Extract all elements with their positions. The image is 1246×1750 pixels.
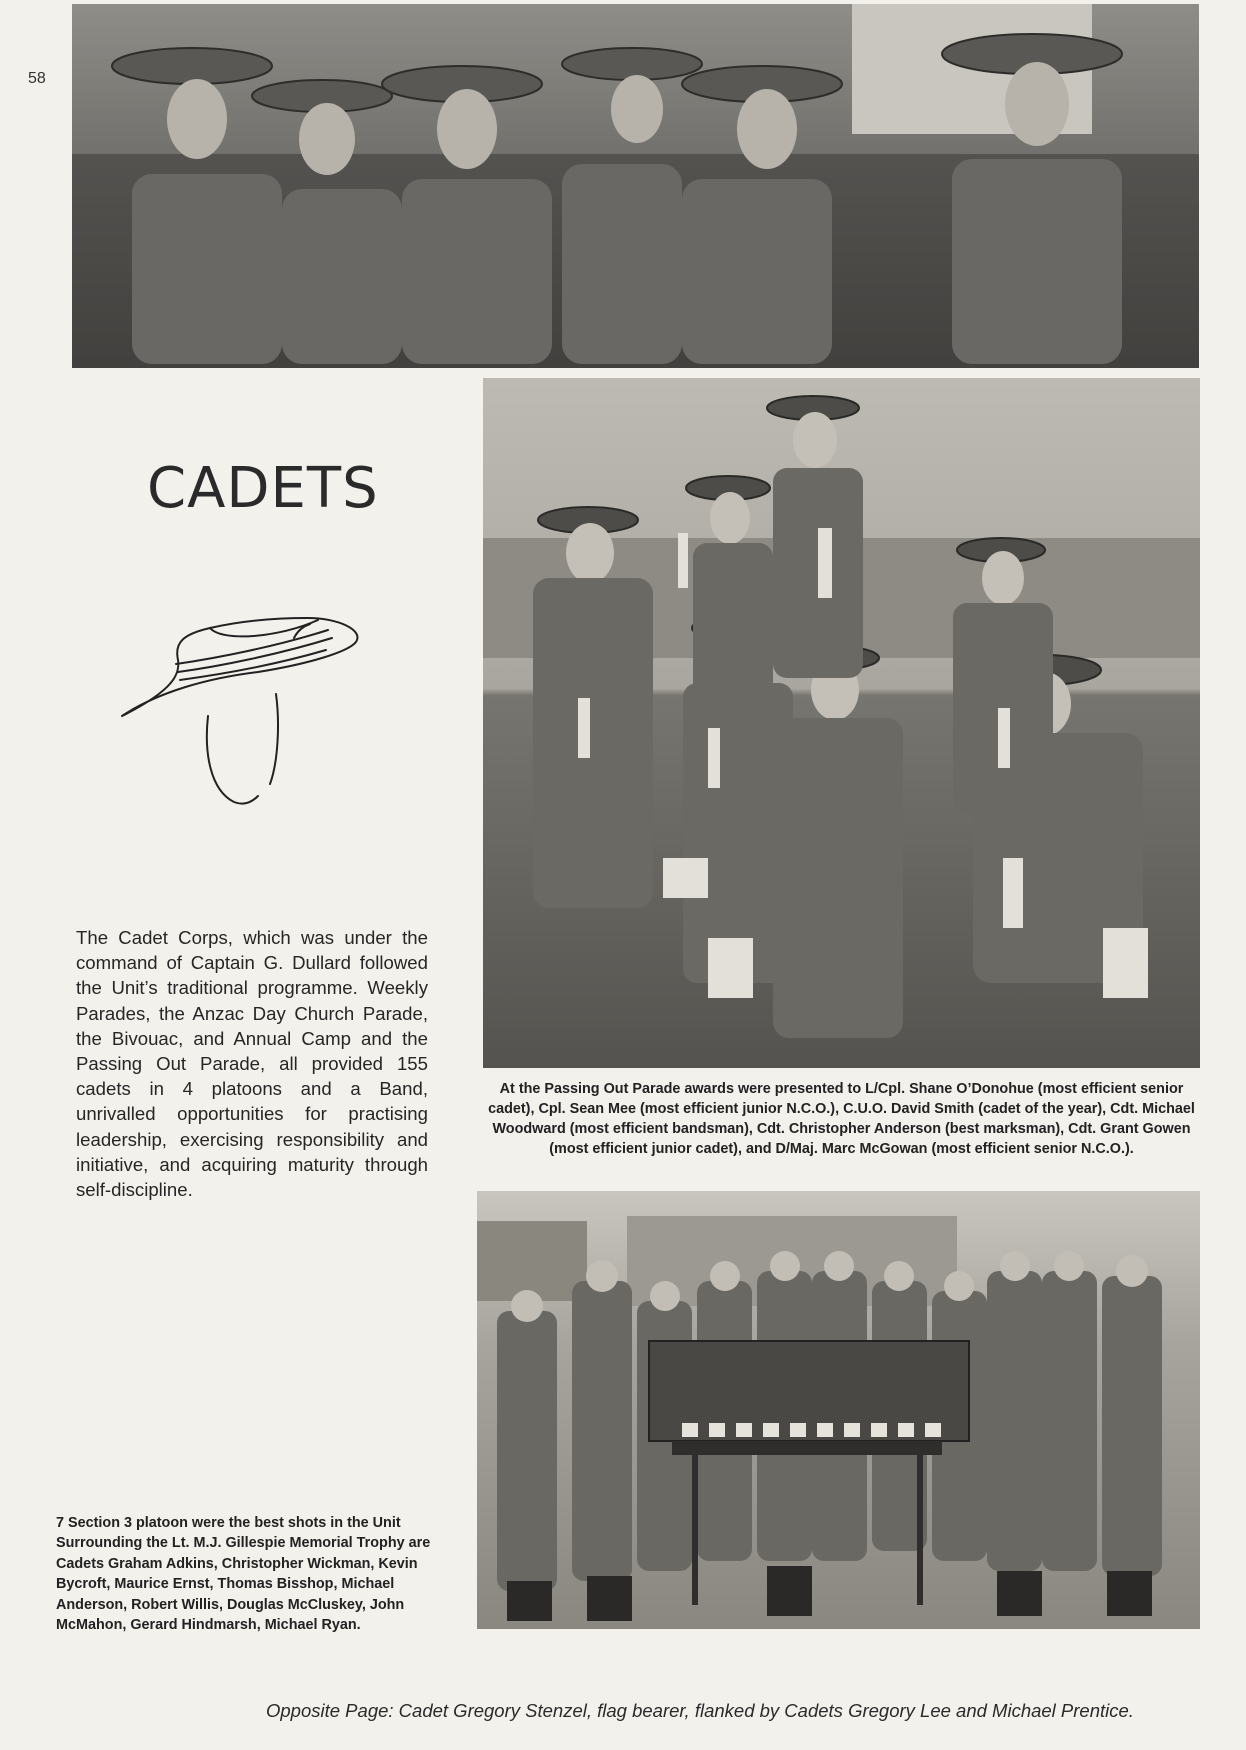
- award-recipients-photo: [483, 378, 1200, 1068]
- slouch-hat-sketch-icon: [118, 612, 368, 812]
- marching-cadets-photo: [72, 4, 1199, 368]
- awards-caption: At the Passing Out Parade awards were presented to L/Cpl. Shane O’Donohue (most efficient senior cadet), Cpl. Sean Mee (most efficient junior N.C.O.), C.U.O. David Smith (cadet of the year), Cdt. Michael Woodward (most efficient bandsman), Cdt. Christopher Anderson (best marksman), Cdt. Grant Gowen (most efficient junior cadet), and D/Maj. Marc McGowan (most efficient senior N.C.O.).: [488, 1081, 1195, 1157]
- opposite-page-caption: Opposite Page: Cadet Gregory Stenzel, flag bearer, flanked by Cadets Gregory Lee and Michael Prentice.: [266, 1700, 1134, 1721]
- platoon-caption: 7 Section 3 platoon were the best shots in the Unit Surrounding the Lt. M.J. Gillespie Memorial Trophy are Cadets Graham Adkins, Christopher Wickman, Kevin Bycroft, Maurice Ernst, Thomas Bisshop, Michael Anderson, Robert Willis, Douglas McCluskey, John McMahon, Gerard Hindmarsh, Michael Ryan.: [56, 1515, 431, 1634]
- intro-paragraph: The Cadet Corps, which was under the command of Captain G. Dullard followed the Unit’s traditional programme. Weekly Parades, the Anzac Day Church Parade, the Bivouac, and Annual Camp and the Passing Out Parade, all provided 155 cadets in 4 platoons and a Band, unrivalled opportunities for practising leadership, exercising responsibility and initiative, and acquiring maturity through self-discipline.: [76, 927, 428, 1201]
- platoon-trophy-photo: [477, 1191, 1200, 1629]
- section-title: CADETS: [147, 456, 379, 521]
- page-number: 58: [28, 70, 46, 87]
